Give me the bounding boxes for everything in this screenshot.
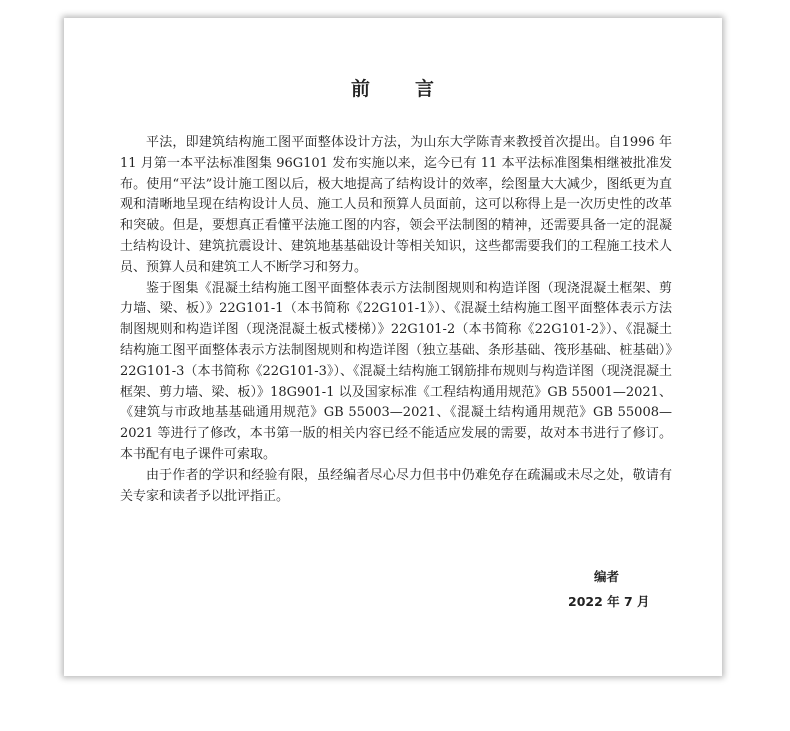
title-char-2: 言 [415,78,436,100]
paragraph-2: 鉴于图集《混凝土结构施工图平面整体表示方法制图规则和构造详图（现浇混凝土框架、剪力墙、梁、板）》22G101-1（本书简称《22G101-1》）、《混凝土结构施工图平面整体表示方法制图规则和构造详图（现浇混凝土板式楼梯）》22G101-2（本书简称《22G101-2》）、《混凝土结构施工图平面整体表示方法制图规则和构造详图（独立基础、条形基础、筏形基础、桩基础）》22G101-3（本书简称《22G101-3》）、《混凝土结构施工钢筋排布规则与构造详图（现浇混凝土框架、剪力墙、梁、板）》18G901-1 以及国家标准《工程结构通用规范》GB 55001—2021、《建筑与市政地基基础通用规范》GB 55003—2021、《混凝土结构通用规范》GB 55008—2021 等进行了修改，本书第一版的相关内容已经不能适应发展的需要，故对本书进行了修订。本书配有电子课件可索取。 [120,280,672,462]
title-char-1: 前 [350,78,371,100]
paragraph-1: 平法，即建筑结构施工图平面整体设计方法，为山东大学陈青来教授首次提出。自1996 年 11 月第一本平法标准图集 96G101 发布实施以来，迄今已有 11 本平法标准图集相继被批准发布。使用“平法”设计施工图以后，极大地提高了结构设计的效率，绘图量大大减少，图纸更为直观和清晰地呈现在结构设计人员、施工人员和预算人员面前，这可以称得上是一次历史性的改革和突破。但是，要想真正看懂平法施工图的内容，领会平法制图的精神，还需要具备一定的混凝土结构设计、建筑抗震设计、建筑地基基础设计等相关知识，这些都需要我们的工程施工技术人员、预算人员和建筑工人不断学习和努力。 [120,135,672,275]
paragraph-3: 由于作者的学识和经验有限，虽经编者尽心尽力但书中仍难免存在疏漏或未尽之处，敬请有关专家和读者予以批评指正。 [120,467,672,504]
page-title [64,74,722,101]
signature-date: 2022 年 7 月 [568,594,650,609]
document-page [64,18,722,676]
signature-editor: 编者 [594,569,620,584]
preface-body [120,133,672,507]
